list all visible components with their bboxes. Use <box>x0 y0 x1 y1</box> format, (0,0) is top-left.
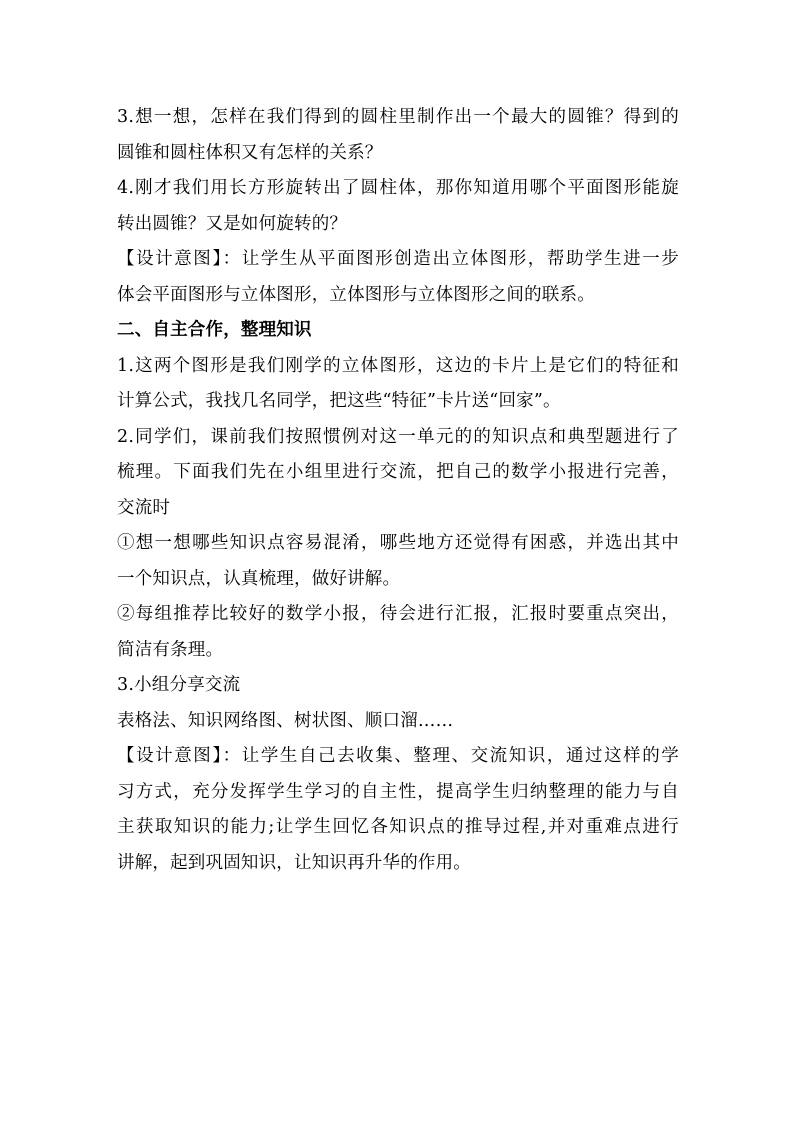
paragraph-line: 2.同学们，课前我们按照惯例对这一单元的的知识点和典型题进行了 <box>117 426 679 447</box>
paragraph-line: 表格法、知识网络图、树状图、顺口溜…… <box>117 710 454 731</box>
paragraph-line: 3.想一想，怎样在我们得到的圆柱里制作出一个最大的圆锥？得到的 <box>117 107 679 127</box>
paragraph-line: 习方式，充分发挥学生学习的自主性，提高学生归纳整理的能力与自 <box>117 781 679 802</box>
paragraph-line: 主获取知识的能力;让学生回忆各知识点的推导过程,并对重难点进行 <box>117 817 679 837</box>
paragraph-line: 交流时 <box>117 497 171 518</box>
paragraph-line: 转出圆锥？又是如何旋转的？ <box>117 213 348 234</box>
paragraph-line: 体会平面图形与立体图形，立体图形与立体图形之间的联系。 <box>117 284 595 305</box>
paragraph-line: 简洁有条理。 <box>117 639 224 660</box>
paragraph-line: 1.这两个图形是我们刚学的立体图形，这边的卡片上是它们的特征和 <box>117 355 679 376</box>
paragraph-line: 计算公式，我找几名同学，把这些“特征”卡片送“回家”。 <box>117 391 561 411</box>
paragraph-line: 4.刚才我们用长方形旋转出了圆柱体，那你知道用哪个平面图形能旋 <box>117 178 679 198</box>
paragraph-line: 圆锥和圆柱体积又有怎样的关系？ <box>117 142 383 163</box>
paragraph-line: ①想一想哪些知识点容易混淆，哪些地方还觉得有困惑，并选出其中 <box>117 533 679 553</box>
section-heading: 二、自主合作，整理知识 <box>117 320 312 340</box>
document-page <box>117 100 679 881</box>
paragraph-line: ②每组推荐比较好的数学小报，待会进行汇报，汇报时要重点突出， <box>117 604 679 624</box>
paragraph-line: 梳理。下面我们先在小组里进行交流，把自己的数学小报进行完善， <box>117 462 679 482</box>
paragraph-line: 讲解，起到巩固知识，让知识再升华的作用。 <box>117 852 471 873</box>
paragraph-line: 【设计意图】：让学生从平面图形创造出立体图形，帮助学生进一步 <box>117 249 679 269</box>
paragraph-line: 一个知识点，认真梳理，做好讲解。 <box>117 568 401 589</box>
paragraph-line: 【设计意图】：让学生自己去收集、整理、交流知识，通过这样的学 <box>117 746 679 766</box>
paragraph-line: 3.小组分享交流 <box>117 675 241 695</box>
